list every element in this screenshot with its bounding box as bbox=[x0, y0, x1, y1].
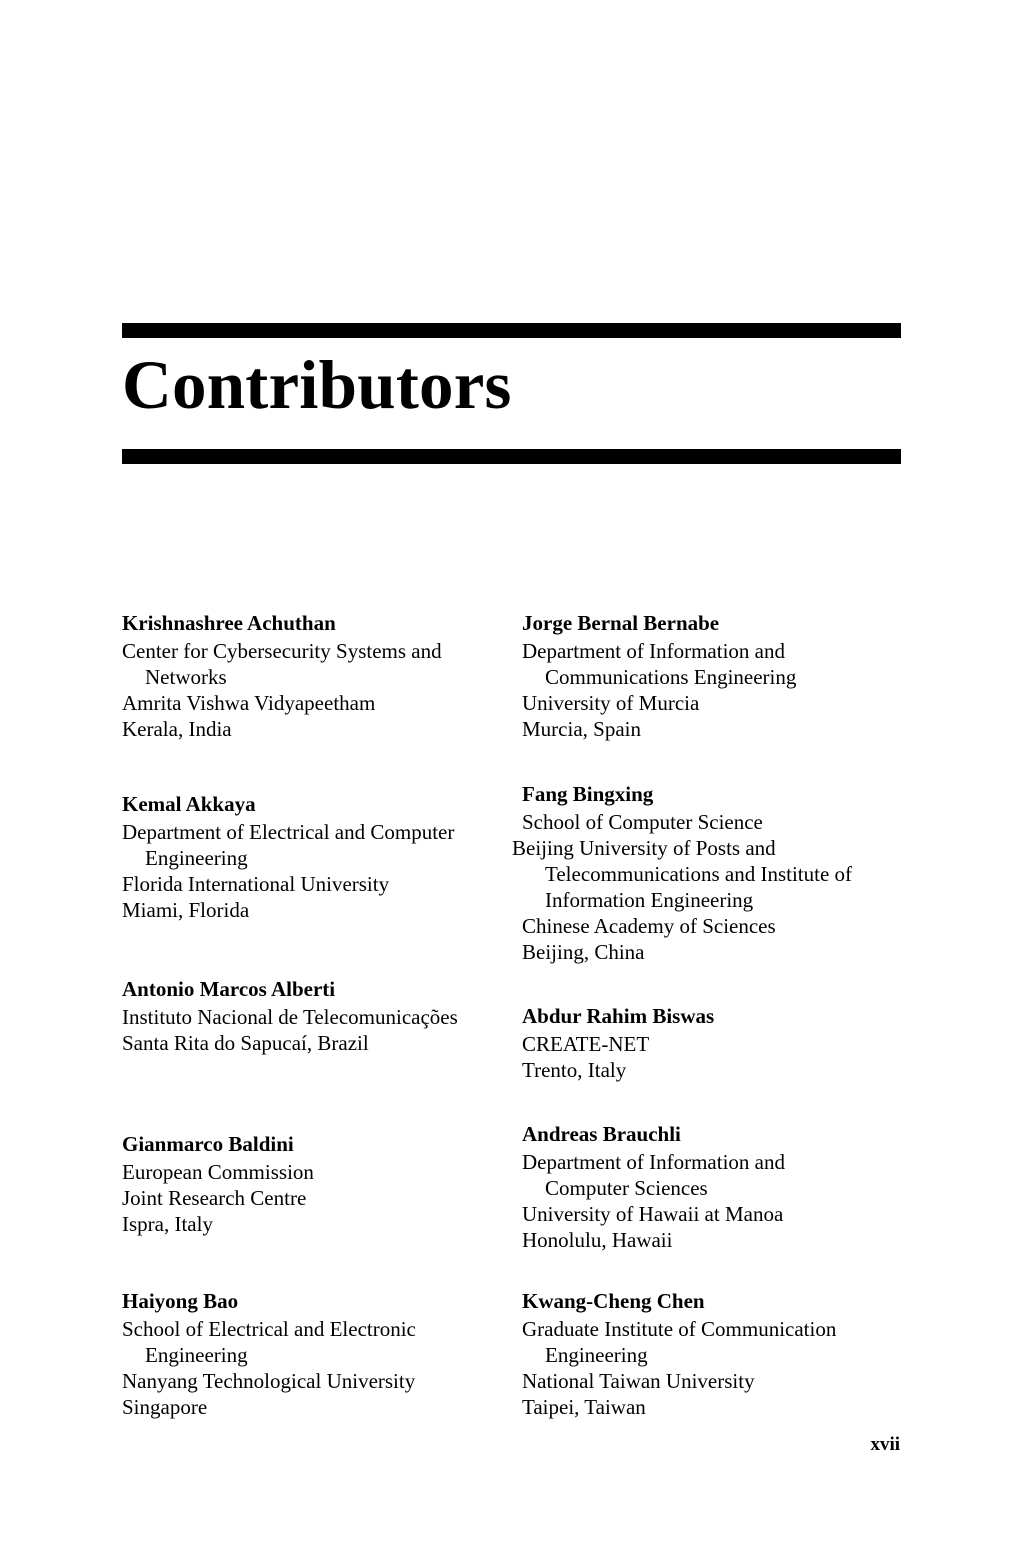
affiliation-line: Telecommunications and Institute of bbox=[545, 862, 853, 886]
affiliation-line: Engineering bbox=[545, 1343, 648, 1367]
contributor-name: Gianmarco Baldini bbox=[122, 1132, 294, 1156]
affiliation-line: Networks bbox=[145, 665, 227, 689]
page-number: xvii bbox=[870, 1434, 900, 1455]
affiliation-line: Singapore bbox=[122, 1395, 208, 1419]
contributor-name: Kemal Akkaya bbox=[122, 792, 256, 816]
title-rule-bottom bbox=[122, 449, 901, 464]
affiliation-line: Department of Information and bbox=[522, 1150, 785, 1174]
affiliation-line: Communications Engineering bbox=[545, 665, 797, 689]
affiliation-line: Chinese Academy of Sciences bbox=[522, 914, 776, 938]
affiliation-line: Instituto Nacional de Telecomunicações bbox=[122, 1005, 458, 1029]
title-rule-top bbox=[122, 323, 901, 338]
affiliation-line: School of Computer Science bbox=[522, 810, 763, 834]
affiliation-line: Graduate Institute of Communication bbox=[522, 1317, 837, 1341]
contributor-entry bbox=[512, 781, 902, 965]
contributor-entry bbox=[122, 1288, 502, 1420]
affiliation-line: University of Hawaii at Manoa bbox=[522, 1202, 784, 1226]
contributor-entry bbox=[522, 1003, 902, 1083]
affiliation-line: Engineering bbox=[145, 1343, 248, 1367]
contributor-name: Abdur Rahim Biswas bbox=[522, 1004, 715, 1028]
contributor-name: Jorge Bernal Bernabe bbox=[522, 611, 720, 635]
contributor-entry bbox=[522, 1121, 902, 1253]
contributor-entry bbox=[122, 610, 502, 742]
contributor-name: Fang Bingxing bbox=[522, 782, 654, 806]
contributor-entry bbox=[522, 1288, 902, 1420]
affiliation-line: Amrita Vishwa Vidyapeetham bbox=[122, 691, 376, 715]
affiliation-line: Beijing University of Posts and bbox=[512, 836, 776, 860]
affiliation-line: European Commission bbox=[122, 1160, 314, 1184]
page-title: Contributors bbox=[122, 347, 512, 423]
contributor-entry bbox=[122, 791, 502, 923]
contributor-entry bbox=[122, 976, 502, 1056]
affiliation-line: Department of Electrical and Computer bbox=[122, 820, 455, 844]
affiliation-line: Center for Cybersecurity Systems and bbox=[122, 639, 442, 663]
contributor-name: Krishnashree Achuthan bbox=[122, 611, 336, 635]
affiliation-line: Department of Information and bbox=[522, 639, 785, 663]
contributor-name: Andreas Brauchli bbox=[522, 1122, 681, 1146]
affiliation-line: Beijing, China bbox=[522, 940, 645, 964]
affiliation-line: National Taiwan University bbox=[522, 1369, 755, 1393]
affiliation-line: Kerala, India bbox=[122, 717, 232, 741]
affiliation-line: Miami, Florida bbox=[122, 898, 250, 922]
affiliation-line: Nanyang Technological University bbox=[122, 1369, 416, 1393]
contributor-name: Haiyong Bao bbox=[122, 1289, 239, 1313]
affiliation-line: Trento, Italy bbox=[522, 1058, 627, 1082]
affiliation-line: Taipei, Taiwan bbox=[522, 1395, 646, 1419]
contributor-name: Kwang-Cheng Chen bbox=[522, 1289, 705, 1313]
affiliation-line: Information Engineering bbox=[545, 888, 754, 912]
affiliation-line: Joint Research Centre bbox=[122, 1186, 307, 1210]
affiliation-line: Florida International University bbox=[122, 872, 390, 896]
affiliation-line: CREATE-NET bbox=[522, 1032, 650, 1056]
affiliation-line: School of Electrical and Electronic bbox=[122, 1317, 416, 1341]
affiliation-line: Ispra, Italy bbox=[122, 1212, 213, 1236]
affiliation-line: Murcia, Spain bbox=[522, 717, 641, 741]
affiliation-line: Computer Sciences bbox=[545, 1176, 708, 1200]
affiliation-line: Engineering bbox=[145, 846, 248, 870]
contributor-entry bbox=[122, 1131, 502, 1237]
affiliation-line: University of Murcia bbox=[522, 691, 700, 715]
affiliation-line: Santa Rita do Sapucaí, Brazil bbox=[122, 1031, 369, 1055]
contributor-name: Antonio Marcos Alberti bbox=[122, 977, 336, 1001]
affiliation-line: Honolulu, Hawaii bbox=[522, 1228, 673, 1252]
contributor-entry bbox=[522, 610, 902, 742]
